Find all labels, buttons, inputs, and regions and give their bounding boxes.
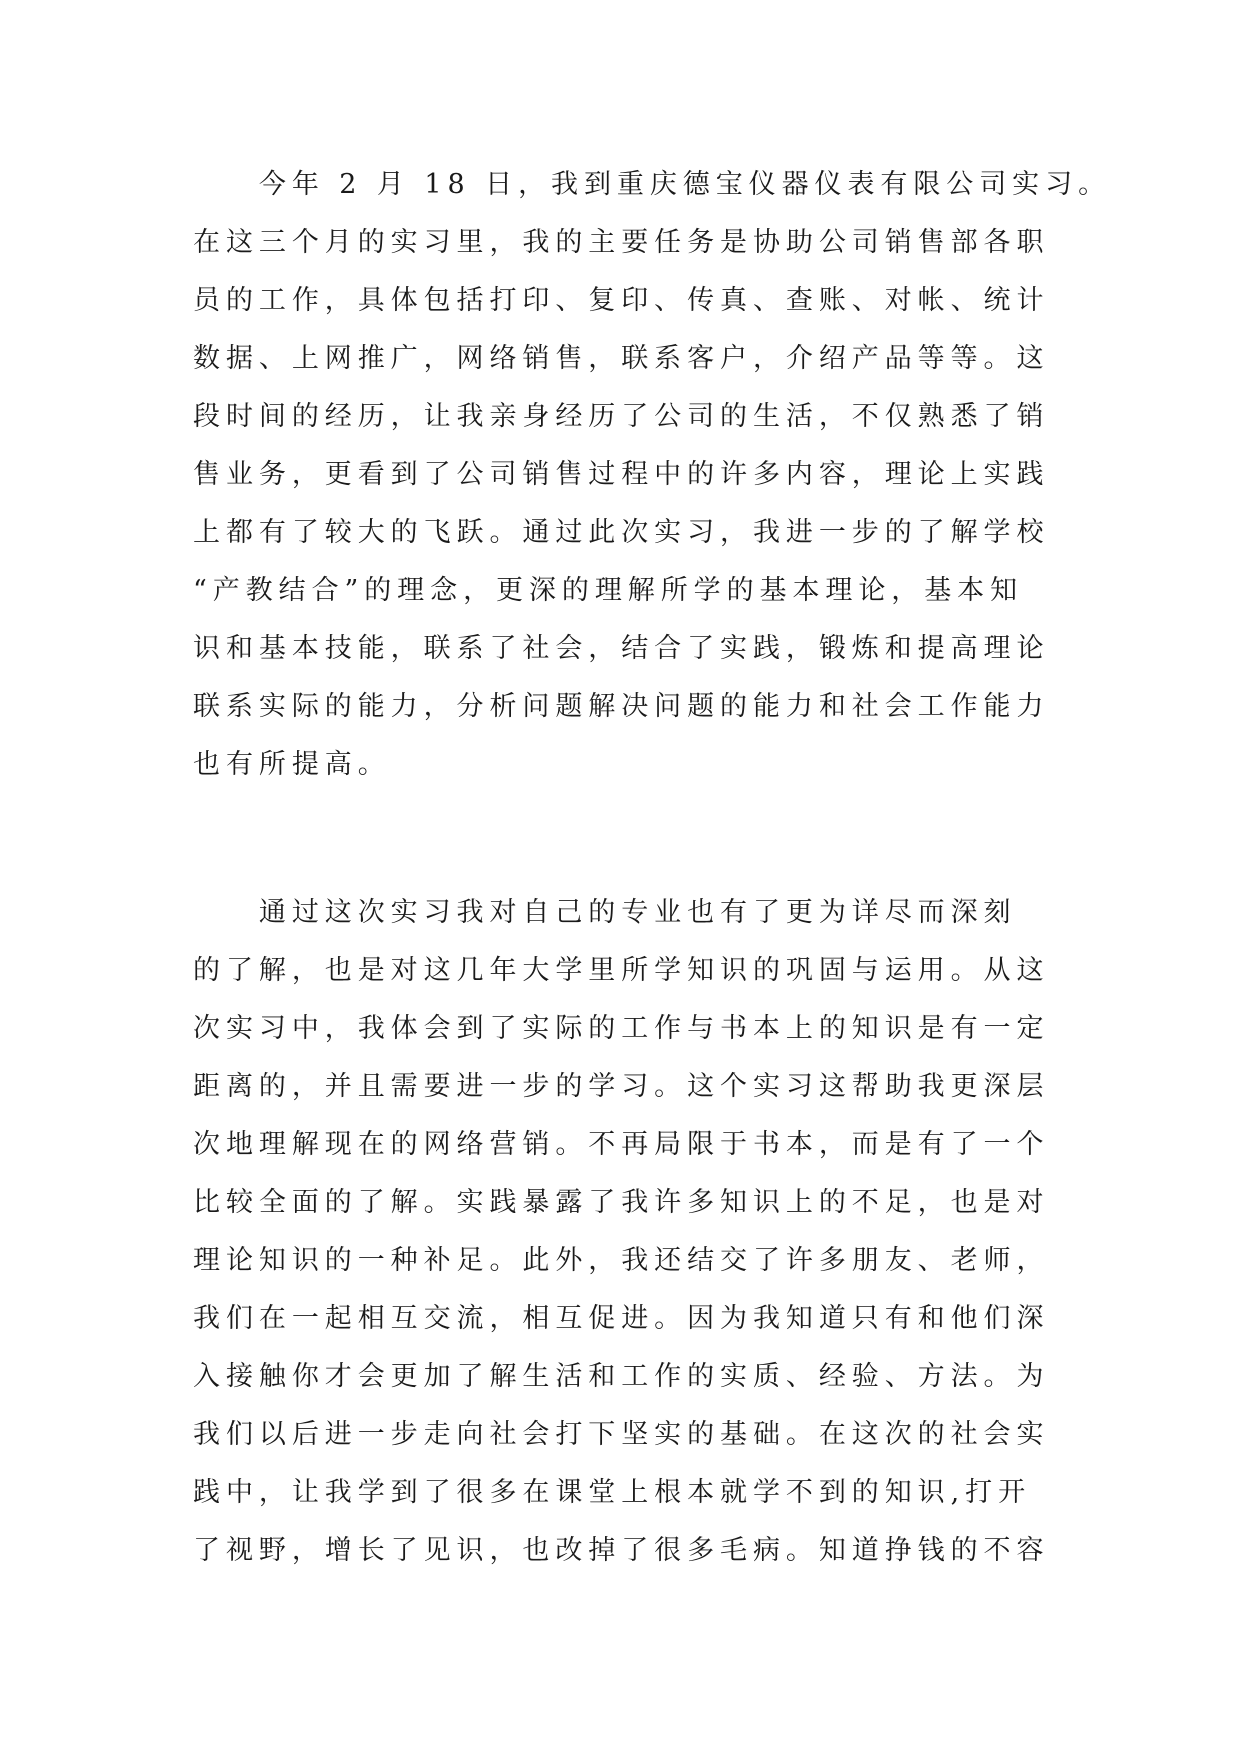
- text-line: 的了解，也是对这几年大学里所学知识的巩固与运用。从这: [193, 955, 1050, 986]
- paragraph-internship-intro: [193, 156, 1112, 794]
- text-line: 次实习中，我体会到了实际的工作与书本上的知识是有一定: [193, 1013, 1050, 1044]
- text-line: 我们在一起相互交流，相互促进。因为我知道只有和他们深: [193, 1303, 1050, 1334]
- text-line: 了视野，增长了见识，也改掉了很多毛病。知道挣钱的不容: [193, 1535, 1050, 1566]
- text-line: 通过这次实习我对自己的专业也有了更为详尽而深刻: [193, 897, 1017, 928]
- paragraph-internship-reflection: [193, 884, 1073, 1580]
- document-body: [193, 156, 1112, 1580]
- text-line: 比较全面的了解。实践暴露了我许多知识上的不足，也是对: [193, 1187, 1050, 1218]
- text-line: 售业务，更看到了公司销售过程中的许多内容，理论上实践: [193, 459, 1050, 490]
- text-line: 入接触你才会更加了解生活和工作的实质、经验、方法。为: [193, 1361, 1050, 1392]
- text-line: “产教结合”的理念，更深的理解所学的基本理论，基本知: [193, 575, 1024, 606]
- text-line: 数据、上网推广，网络销售，联系客户，介绍产品等等。这: [193, 343, 1050, 374]
- text-line: 员的工作，具体包括打印、复印、传真、查账、对帐、统计: [193, 285, 1050, 316]
- text-line: 距离的，并且需要进一步的学习。这个实习这帮助我更深层: [193, 1071, 1050, 1102]
- text-line: 次地理解现在的网络营销。不再局限于书本，而是有了一个: [193, 1129, 1050, 1160]
- text-line: 上都有了较大的飞跃。通过此次实习，我进一步的了解学校: [193, 517, 1050, 548]
- text-line: 践中，让我学到了很多在课堂上根本就学不到的知识,打开: [193, 1477, 1032, 1508]
- text-line: 我们以后进一步走向社会打下坚实的基础。在这次的社会实: [193, 1419, 1050, 1450]
- text-line: 今年 2 月 18 日，我到重庆德宝仪器仪表有限公司实习。: [193, 169, 1112, 200]
- text-line: 段时间的经历，让我亲身经历了公司的生活，不仅熟悉了销: [193, 401, 1050, 432]
- text-line: 在这三个月的实习里，我的主要任务是协助公司销售部各职: [193, 227, 1050, 258]
- text-line: 联系实际的能力，分析问题解决问题的能力和社会工作能力: [193, 691, 1050, 722]
- paragraph-spacing: [193, 794, 1073, 884]
- text-line: 理论知识的一种补足。此外，我还结交了许多朋友、老师，: [193, 1245, 1050, 1276]
- text-line: 也有所提高。: [193, 749, 391, 780]
- text-line: 识和基本技能，联系了社会，结合了实践，锻炼和提高理论: [193, 633, 1050, 664]
